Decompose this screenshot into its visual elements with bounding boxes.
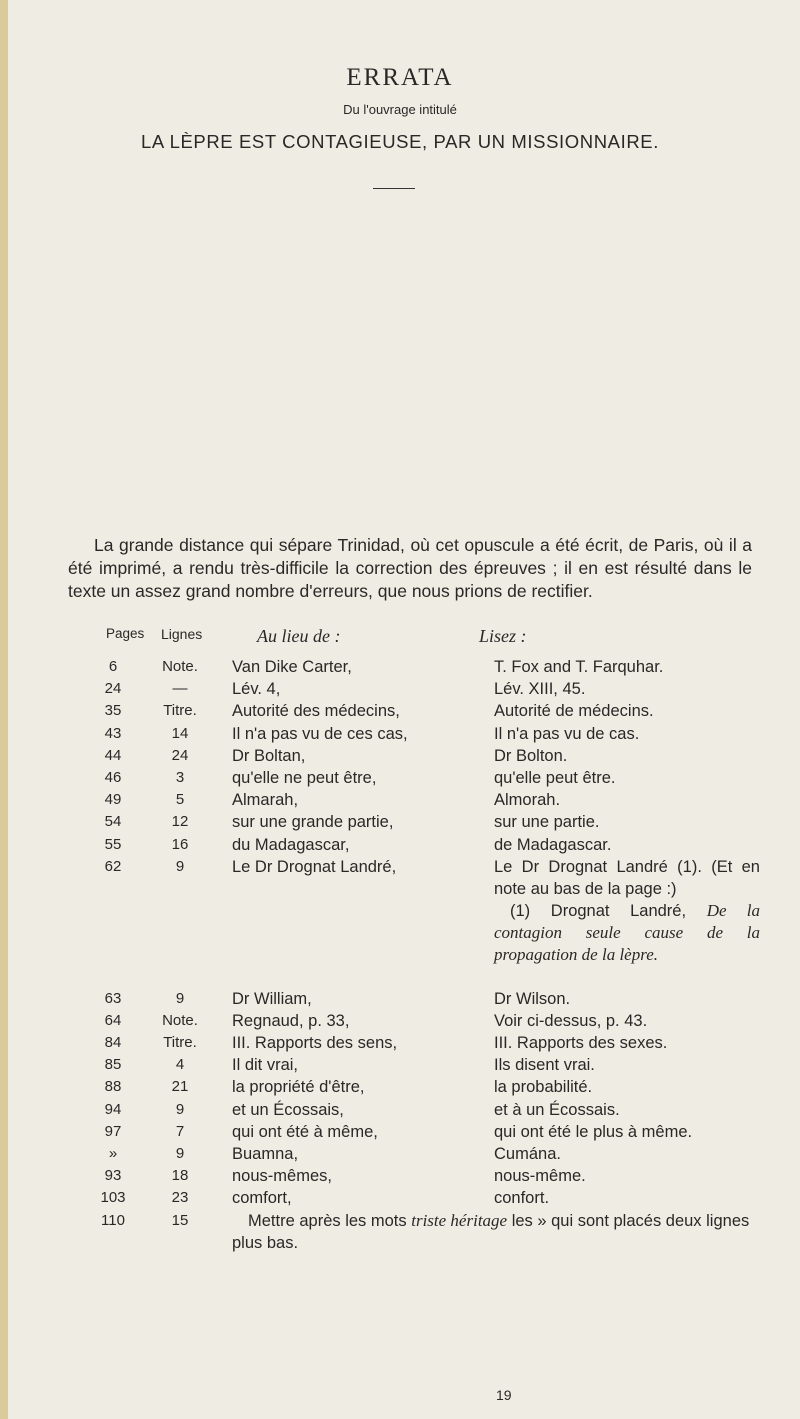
cell-lisez: la probabilité. [494,1078,593,1097]
page-title: ERRATA [346,64,454,91]
table-row [0,789,800,811]
col-header-lignes: Lignes [161,626,203,642]
cell-page: 85 [104,1056,122,1074]
cell-ligne: Titre. [163,702,197,720]
cell-page: 97 [104,1122,122,1140]
cell-au-lieu: Dr Boltan, [232,746,306,765]
table-row [0,834,800,856]
cell-page: 24 [104,680,122,698]
cell-lisez: de Madagascar. [494,835,612,854]
cell-au-lieu: qu'elle ne peut être, [232,768,377,787]
cell-lisez: qui ont été le plus à même. [494,1122,693,1141]
cell-ligne: 24 [171,746,189,764]
cell-au-lieu: sur une grande partie, [232,813,394,832]
cell-au-lieu: Lév. 4, [232,680,281,699]
cell-lisez: Lév. XIII, 45. [494,680,586,699]
cell-page: 55 [104,835,122,853]
cell-page: 64 [104,1011,122,1029]
table-row [0,1121,800,1143]
cell-page: 6 [108,658,118,675]
cell-lisez: Ils disent vrai. [494,1056,595,1075]
cell-lisez: Cumána. [494,1145,561,1163]
cell-page: 35 [104,702,122,720]
cell-ligne: 18 [171,1167,189,1185]
cell-lisez: Voir ci-dessus, p. 43. [494,1011,648,1030]
table-row [0,656,800,678]
cell-lisez: Il n'a pas vu de cas. [494,724,640,743]
cell-page: 110 [101,1211,125,1229]
cell-page: 63 [104,989,122,1007]
cell-page: 94 [104,1100,122,1118]
cell-au-lieu: nous-mêmes, [232,1167,332,1186]
instruction-text-a: Mettre après les mots [248,1211,407,1230]
note-correction [494,856,760,966]
cell-au-lieu: comfort, [232,1189,292,1208]
cell-au-lieu: Regnaud, p. 33, [232,1011,350,1030]
cell-lisez: nous-même. [494,1167,586,1186]
cell-page: 93 [104,1167,122,1185]
cell-ligne: 23 [171,1189,189,1207]
cell-au-lieu: Autorité des médecins, [232,702,400,721]
cell-au-lieu: qui ont été à même, [232,1122,378,1141]
instruction-italic: triste héritage [411,1210,508,1230]
table-header [0,626,800,650]
intro-paragraph: La grande distance qui sépare Trinidad, où cet opuscule a été écrit, de Paris, où il a été imprimé, a rendu très-difficile la correction des épreuves ; il en est résulté dans le texte un assez grand nombre d'erreurs, que nous prions de rectifier. [68,534,752,601]
folio-mark: 19 [496,1387,512,1403]
table-row [0,1054,800,1076]
note-footnote-title: De la contagion seule cause de la propagation de la lèpre. [494,900,761,964]
cell-lisez: T. Fox and T. Farquhar. [494,658,664,676]
cell-lisez: Almorah. [494,791,561,810]
book-title: LA LÈPRE EST CONTAGIEUSE, PAR UN MISSIONNAIRE. [141,131,659,152]
table-row [0,767,800,789]
cell-lisez: sur une partie. [494,813,600,832]
table-row [0,1187,800,1209]
cell-au-lieu: Il dit vrai, [232,1056,299,1075]
cell-ligne: 21 [171,1078,189,1096]
cell-ligne: 9 [175,1145,185,1162]
cell-lisez: III. Rapports des sexes. [494,1034,668,1053]
table-row [0,811,800,833]
cell-page: 46 [104,768,122,786]
table-row [0,1032,800,1054]
table-row [0,700,800,722]
cell-ligne: — [172,680,188,698]
instruction-text-b: les » qui sont placés deux lignes plus bas. [232,1211,750,1252]
cell-ligne: Note. [162,1011,198,1029]
table-row [0,678,800,700]
table-row [0,1210,800,1254]
cell-au-lieu: Buamna, [232,1145,299,1163]
cell-au-lieu: et un Écossais, [232,1100,344,1119]
cell-ligne: 3 [175,768,185,786]
cell-ligne: 12 [171,813,189,831]
cell-ligne: Titre. [163,1034,197,1052]
cell-lisez: et à un Écossais. [494,1100,620,1119]
table-row [0,1076,800,1098]
cell-au-lieu: III. Rapports des sens, [232,1034,398,1053]
cell-page: 84 [104,1034,122,1052]
cell-ligne: 16 [171,835,189,853]
cell-page: 49 [104,791,122,809]
table-row [0,1165,800,1187]
cell-ligne: 7 [175,1122,185,1140]
cell-ligne: 9 [175,989,185,1007]
table-row [0,745,800,767]
table-row [0,856,800,988]
cell-lisez: Dr Bolton. [494,746,568,765]
note-footnote: (1) Drognat Landré, [510,901,687,920]
cell-au-lieu: Il n'a pas vu de ces cas, [232,724,408,743]
cell-ligne: 4 [175,1056,185,1074]
cell-page: 62 [104,857,122,875]
cell-au-lieu: Almarah, [232,791,299,810]
cell-page: 44 [104,746,122,764]
cell-lisez: Dr Wilson. [494,989,571,1008]
table-row [0,988,800,1010]
subtitle: Du l'ouvrage intitulé [343,102,457,117]
cell-ligne: 9 [175,1100,185,1118]
cell-page: 43 [104,724,122,742]
col-header-au-lieu-de: Au lieu de : [257,626,341,646]
table-row [0,723,800,745]
table-row [0,1099,800,1121]
divider-rule [373,188,415,189]
cell-lisez: Autorité de médecins. [494,702,654,721]
cell-ligne: 14 [171,724,189,742]
cell-au-lieu: Van Dike Carter, [232,658,352,676]
cell-ligne: 9 [175,857,185,875]
cell-au-lieu: du Madagascar, [232,835,350,854]
cell-page: 88 [104,1078,122,1096]
cell-au-lieu: Le Dr Drognat Landré, [232,857,397,876]
note-text-main: Le Dr Drognat Landré (1). (Et en note au bas de la page :) [494,857,760,898]
table-row [0,1143,800,1165]
col-header-lisez: Lisez : [479,626,527,646]
cell-au-lieu: la propriété d'être, [232,1078,365,1097]
cell-instruction [232,1210,772,1254]
cell-lisez: qu'elle peut être. [494,768,616,787]
cell-ligne: 15 [171,1211,189,1229]
errata-table [0,656,800,1254]
cell-page: 103 [100,1189,126,1207]
cell-page: » [108,1145,118,1162]
cell-ligne: Note. [162,658,198,675]
cell-page: 54 [104,813,122,831]
cell-lisez: confort. [494,1189,550,1208]
cell-au-lieu: Dr William, [232,989,312,1008]
cell-ligne: 5 [175,791,185,809]
col-header-pages: Pages [106,626,145,641]
table-row [0,1010,800,1032]
